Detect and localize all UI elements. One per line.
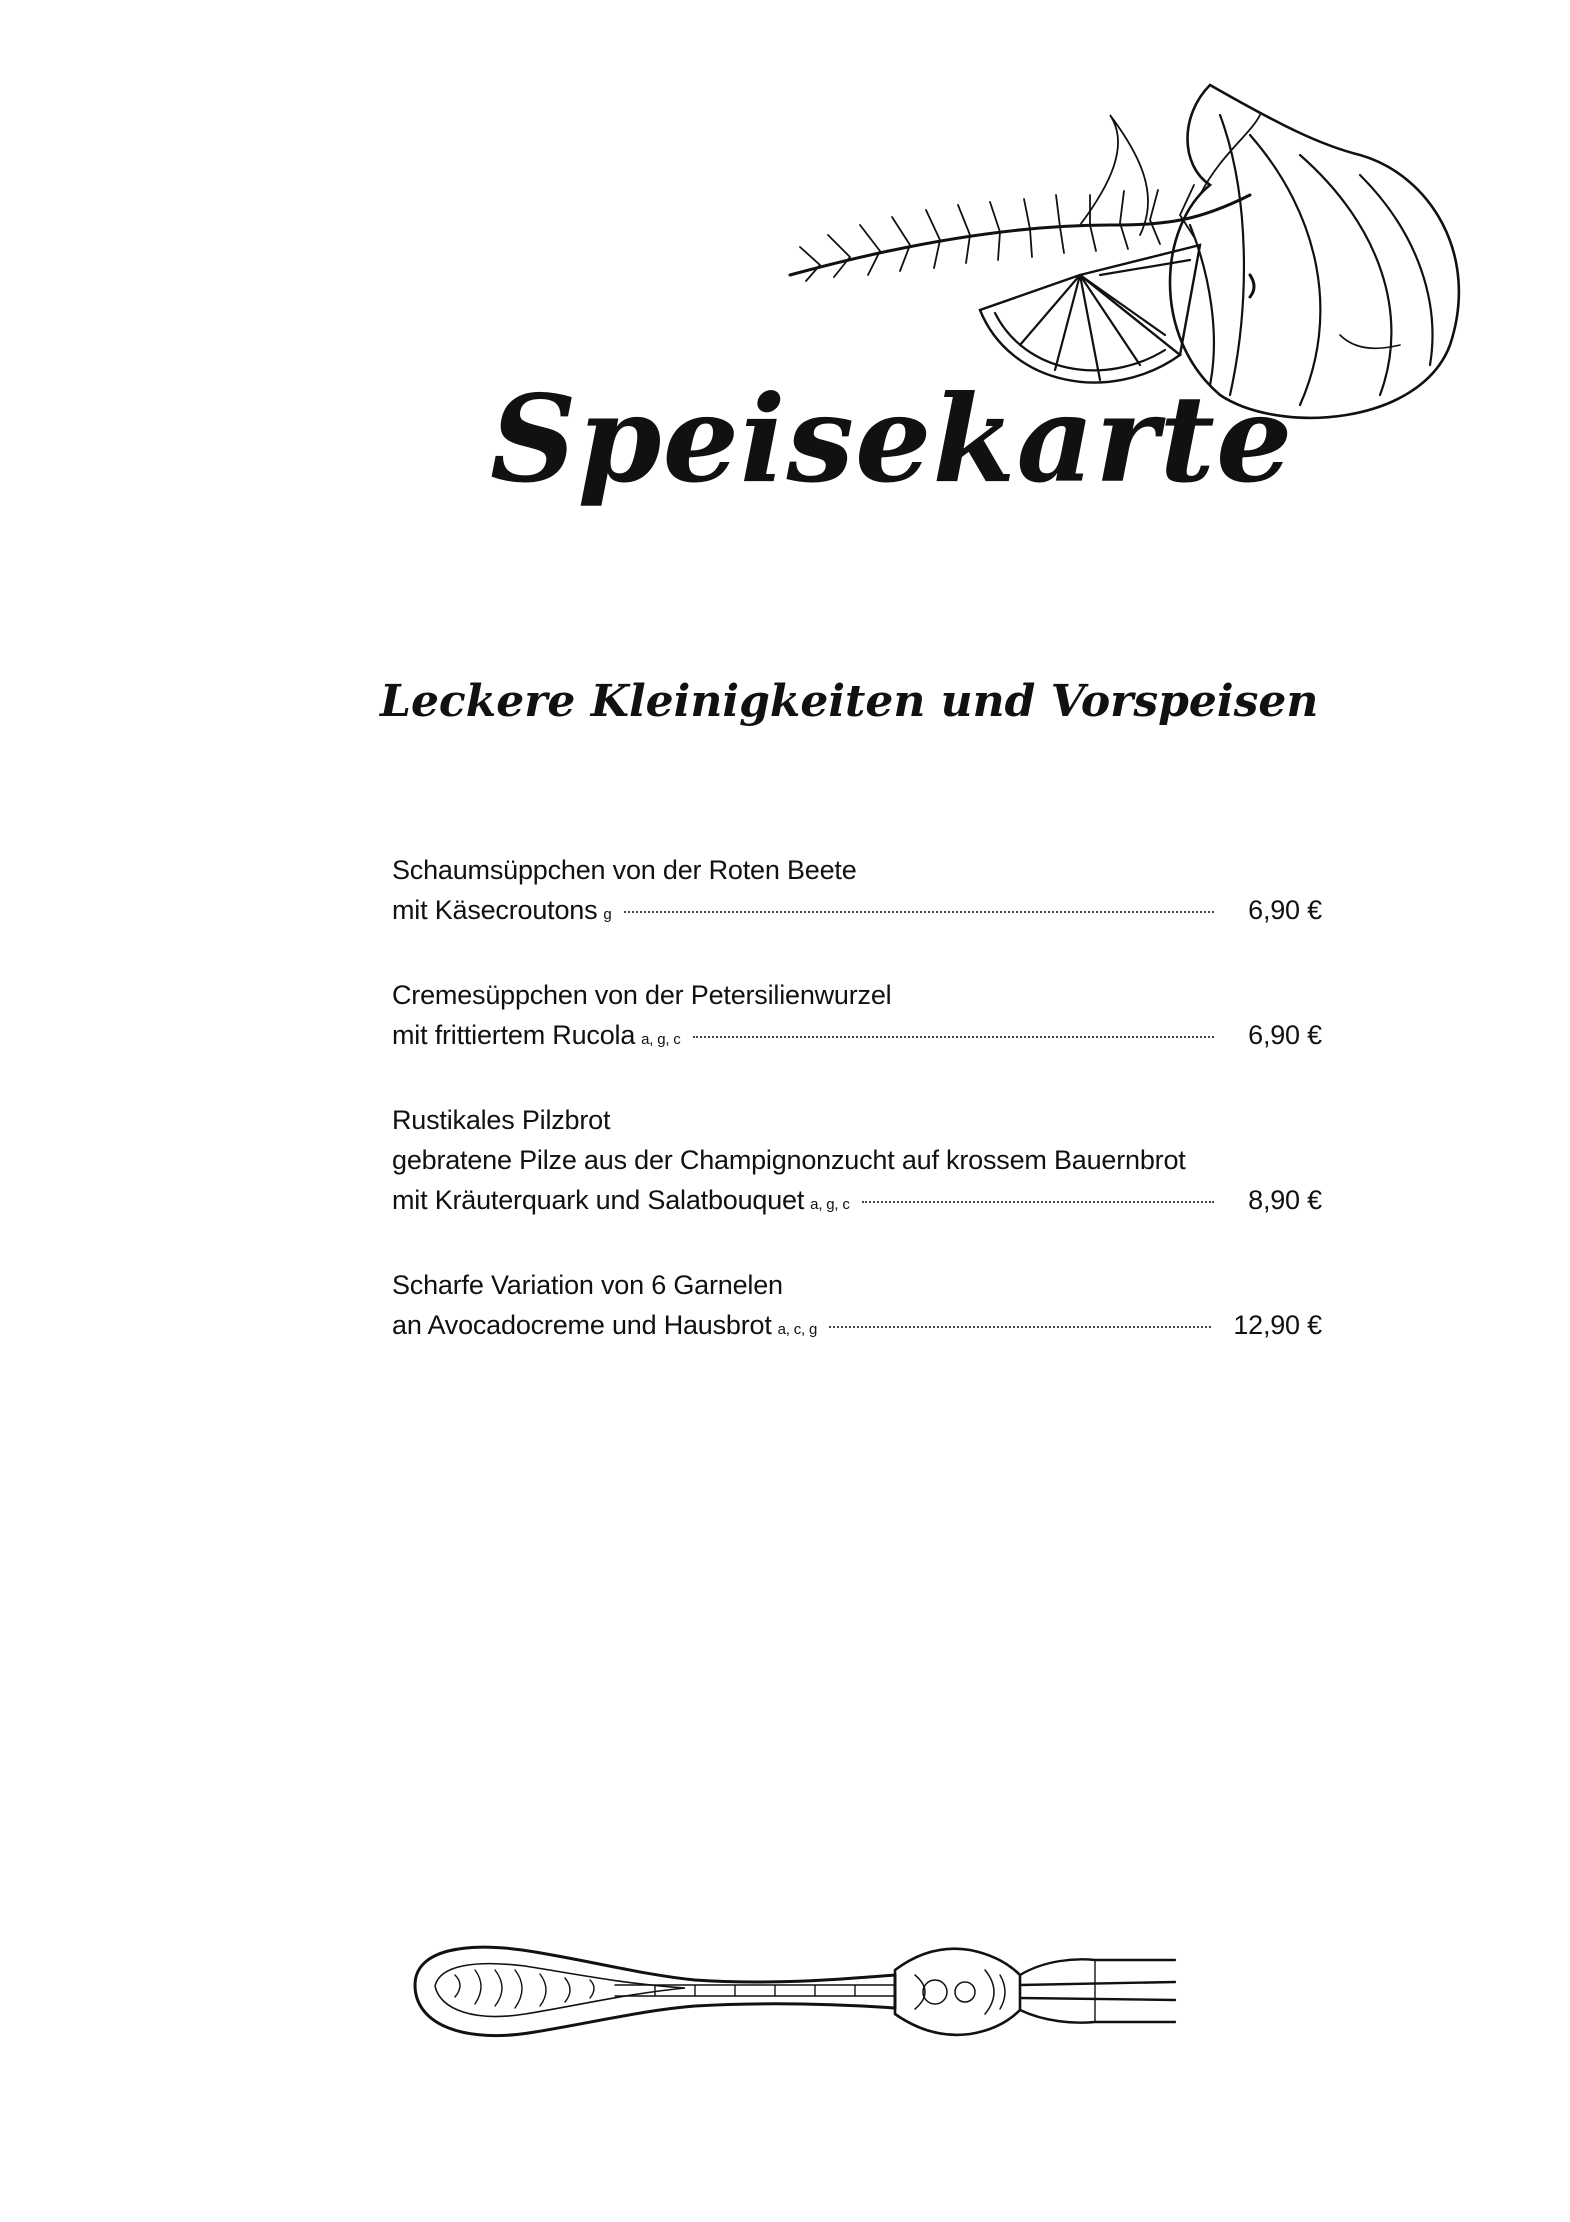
allergen-codes: a, g, c (810, 1196, 850, 1213)
dot-leader (624, 911, 1214, 913)
menu-item (392, 850, 1322, 935)
item-price-line (392, 1015, 1322, 1060)
item-name: Schaumsüppchen von der Roten Beete (392, 855, 857, 885)
item-price: 8,90 € (1248, 1185, 1322, 1215)
menu-item (392, 1100, 1322, 1225)
menu-list (392, 850, 1322, 1390)
dot-leader (829, 1326, 1211, 1328)
fork-illustration (395, 1930, 1195, 2050)
allergen-codes: a, g, c (641, 1031, 681, 1048)
item-name: Scharfe Variation von 6 Garnelen (392, 1270, 783, 1300)
item-description: mit Kräuterquark und Salatbouquet (392, 1185, 805, 1215)
menu-item (392, 975, 1322, 1060)
allergen-codes: g (603, 906, 612, 923)
item-description: an Avocadocreme und Hausbrot (392, 1310, 772, 1340)
dot-leader (693, 1036, 1214, 1038)
item-price: 12,90 € (1233, 1310, 1322, 1340)
item-price-line (392, 1180, 1322, 1225)
item-price-line (392, 1305, 1322, 1350)
item-subline: gebratene Pilze aus der Champignonzucht auf krossem Bauernbrot (392, 1145, 1186, 1175)
item-price: 6,90 € (1248, 895, 1322, 925)
dot-leader (862, 1201, 1214, 1203)
item-price: 6,90 € (1248, 1020, 1322, 1050)
item-name: Cremesüppchen von der Petersilienwurzel (392, 980, 892, 1010)
menu-item (392, 1265, 1322, 1350)
item-price-line (392, 890, 1322, 935)
allergen-codes: a, c, g (777, 1321, 818, 1338)
item-description: mit frittiertem Rucola (392, 1020, 636, 1050)
item-description: mit Käsecroutons (392, 895, 598, 925)
page-title: Speisekarte (490, 369, 1294, 510)
item-name: Rustikales Pilzbrot (392, 1105, 611, 1135)
section-title: Leckere Kleinigkeiten und Vorspeisen (380, 676, 1319, 727)
